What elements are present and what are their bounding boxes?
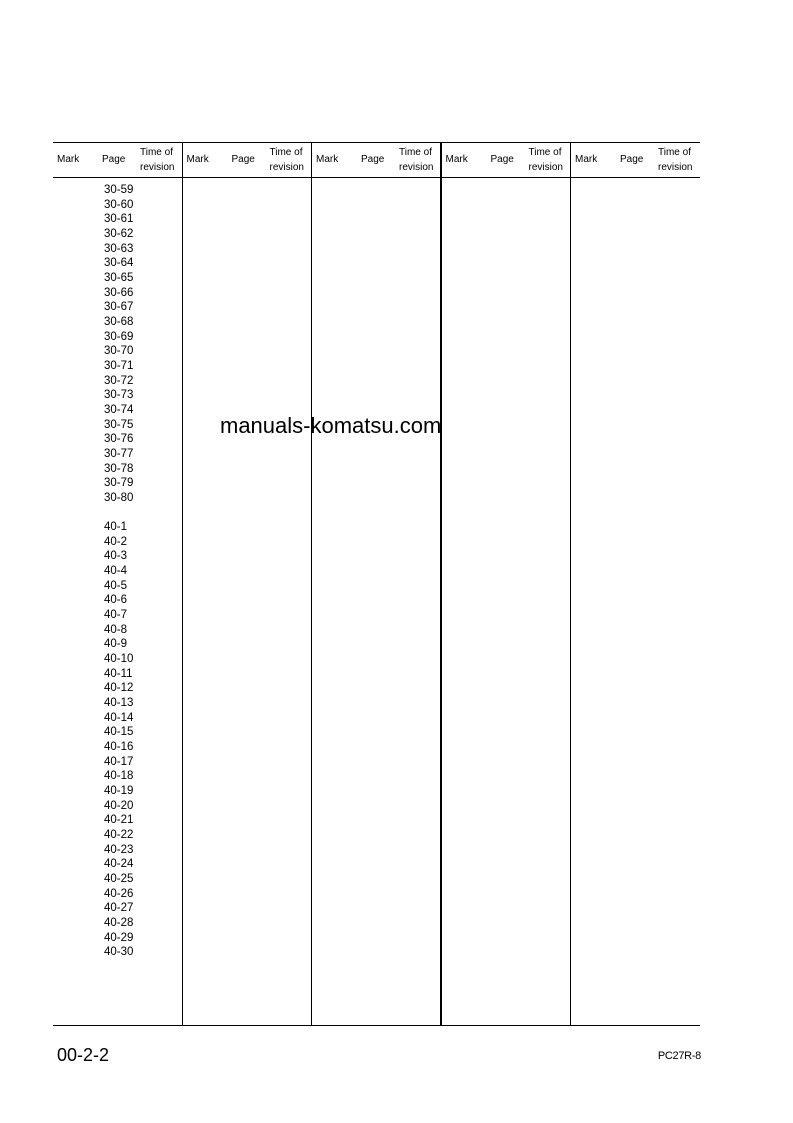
page-entry: 40-11 xyxy=(104,667,133,680)
page-entry: 30-77 xyxy=(104,448,134,461)
page-entry: 40-1 xyxy=(104,521,128,533)
model-code: PC27R-8 xyxy=(657,1050,701,1062)
page-entry: 40-29 xyxy=(104,931,134,944)
header-mark: Mark xyxy=(186,154,209,165)
header-revision: revision xyxy=(399,162,434,173)
page-entry: 30-59 xyxy=(104,184,134,196)
column-divider-center xyxy=(440,142,442,1026)
page-entry: 40-3 xyxy=(104,550,128,563)
page-entry: 40-30 xyxy=(104,946,134,959)
page-entry: 40-4 xyxy=(104,565,128,577)
header-revision: revision xyxy=(140,162,175,173)
page-entry: 30-72 xyxy=(104,374,134,387)
watermark: manuals-komatsu.com xyxy=(220,413,442,438)
header-page: Page xyxy=(490,154,514,165)
page-entry: 30-61 xyxy=(104,213,134,226)
header-page: Page xyxy=(102,154,126,165)
header-time-of: Time of xyxy=(658,147,691,158)
page-entry: 30-63 xyxy=(104,242,134,255)
page-entry: 40-7 xyxy=(104,609,128,622)
page-entry: 40-17 xyxy=(104,755,134,768)
page-entry: 40-19 xyxy=(104,785,134,798)
page-entry: 40-14 xyxy=(104,711,134,724)
page-entry: 40-26 xyxy=(104,887,134,900)
page-entry: 30-65 xyxy=(104,272,134,285)
page-entry: 30-74 xyxy=(104,404,134,417)
page-entry: 30-64 xyxy=(104,257,134,270)
page-entry: 40-21 xyxy=(104,814,134,827)
table-bottom-rule xyxy=(53,1025,700,1026)
page-entry: 40-10 xyxy=(104,653,134,666)
page-entry: 30-79 xyxy=(104,477,134,490)
page-entry: 40-23 xyxy=(104,843,134,856)
header-page: Page xyxy=(361,154,385,165)
page-entry: 30-67 xyxy=(104,301,134,314)
header-revision: revision xyxy=(269,162,304,173)
page-entry: 40-8 xyxy=(104,623,128,636)
header-mark: Mark xyxy=(575,154,598,165)
column-divider xyxy=(182,142,183,1026)
page-entry: 30-62 xyxy=(104,228,134,240)
header-mark: Mark xyxy=(57,154,80,165)
page-entry: 40-16 xyxy=(104,741,134,754)
header-revision: revision xyxy=(658,162,693,173)
page-entry: 30-76 xyxy=(104,433,134,446)
page-entry: 40-24 xyxy=(104,858,134,871)
header-time-of: Time of xyxy=(140,147,173,158)
page-entry: 40-12 xyxy=(104,682,134,695)
page-entry: 40-27 xyxy=(104,902,134,915)
page-entry: 40-20 xyxy=(104,799,134,812)
page-entry: 30-71 xyxy=(104,360,134,373)
header-revision: revision xyxy=(528,162,563,173)
page-entry: 30-68 xyxy=(104,316,134,329)
header-time-of: Time of xyxy=(399,147,432,158)
page-entry: 40-28 xyxy=(104,917,134,930)
page-entry: 30-75 xyxy=(104,418,134,431)
page-entry: 30-60 xyxy=(104,198,134,211)
page-entry: 40-22 xyxy=(104,829,134,842)
page-entry: 30-73 xyxy=(104,389,134,402)
page-entry: 40-9 xyxy=(104,638,128,651)
header-page: Page xyxy=(231,154,255,165)
page-entry: 30-78 xyxy=(104,462,134,475)
page-entry: 40-18 xyxy=(104,770,134,783)
page-entry: 30-70 xyxy=(104,345,134,358)
page-entry: 40-15 xyxy=(104,726,134,739)
page-entry: 40-5 xyxy=(104,579,128,592)
page-entry: 30-66 xyxy=(104,286,134,299)
column-divider xyxy=(311,142,312,1026)
page-entry: 40-25 xyxy=(104,873,134,886)
page-number: 00-2-2 xyxy=(57,1045,110,1065)
header-mark: Mark xyxy=(445,154,468,165)
header-mark: Mark xyxy=(316,154,339,165)
header-bottom-rule xyxy=(53,177,700,178)
column-divider xyxy=(570,142,571,1026)
page-entry: 40-2 xyxy=(104,535,128,548)
header-time-of: Time of xyxy=(528,147,562,158)
page-entry: 40-6 xyxy=(104,594,128,607)
header-time-of: Time of xyxy=(269,147,303,158)
page-entry: 30-80 xyxy=(104,492,134,505)
page-entry: 30-69 xyxy=(104,330,134,343)
header-page: Page xyxy=(620,154,644,165)
page-entry: 40-13 xyxy=(104,697,134,710)
table-top-rule xyxy=(53,142,700,143)
